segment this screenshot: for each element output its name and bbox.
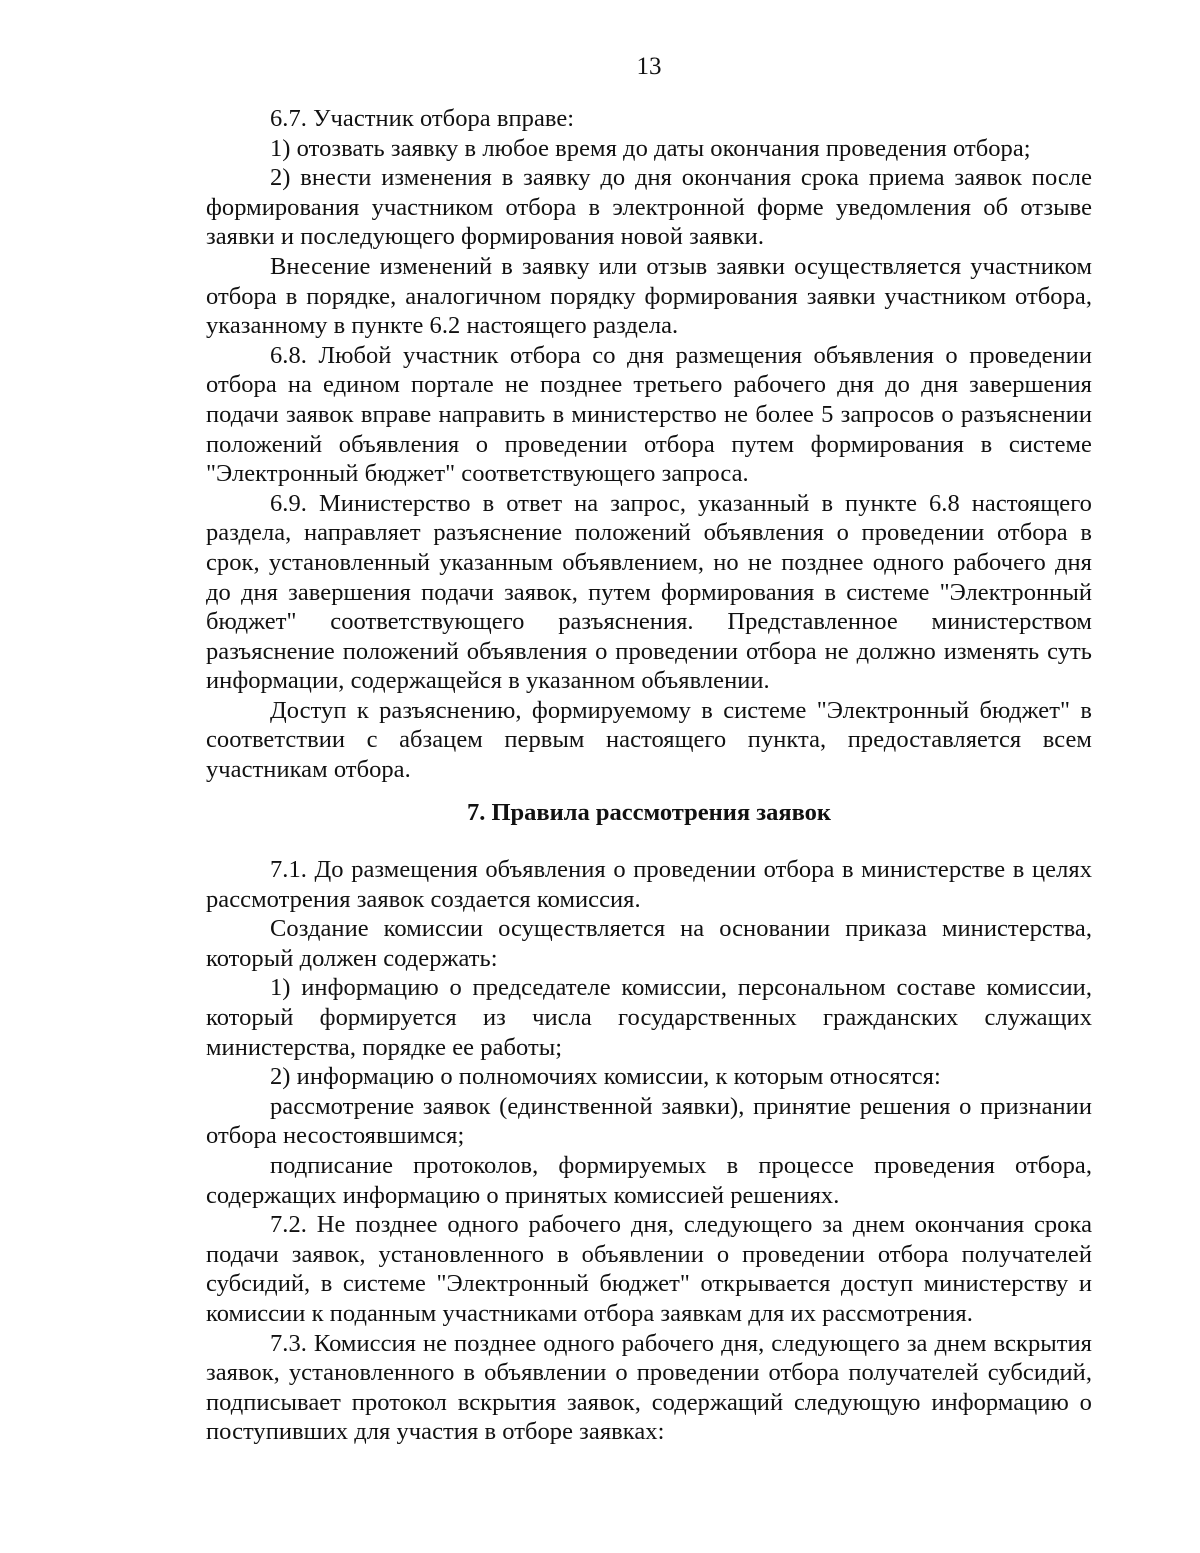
- paragraph-7-3: 7.3. Комиссия не позднее одного рабочего дня, следующего за днем вскрытия заявок, установленного в объявлении о проведении отбора получателей субсидий, подписывает протокол вскрытия заявок, содержащий следующую информацию о поступивших для участия в отборе заявках:: [206, 1329, 1092, 1446]
- paragraph-commission-order: Создание комиссии осуществляется на основании приказа министерства, который должен содержать:: [206, 915, 1092, 972]
- paragraph-access: Доступ к разъяснению, формируемому в системе "Электронный бюджет" в соответствии с абзацем первым настоящего пункта, предоставляется всем участникам отбора.: [206, 696, 1092, 784]
- paragraph-6-7-item-1: 1) отозвать заявку в любое время до даты окончания проведения отбора;: [270, 134, 1031, 162]
- paragraph-powers-sign: подписание протоколов, формируемых в процессе проведения отбора, содержащих информацию о принятых комиссией решениях.: [206, 1151, 1092, 1209]
- paragraph-6-7-item-2: 2) внести изменения в заявку до дня окончания срока приема заявок после формирования участником отбора в электронной форме уведомления об отзыве заявки и последующего формирования новой заявки.: [206, 164, 1092, 251]
- paragraph-powers-review: рассмотрение заявок (единственной заявки), принятие решения о признании отбора несостоявшимся;: [206, 1092, 1092, 1150]
- paragraph-6-9: 6.9. Министерство в ответ на запрос, указанный в пункте 6.8 настоящего раздела, направляет разъяснение положений объявления о проведении отбора в срок, установленный указанным объявлением, но не позднее одного рабочего дня до дня завершения подачи заявок, путем формирования в системе "Электронный бюджет" соответствующего разъяснения. Представленное министерством разъяснение положений объявления о проведении отбора не должно изменять суть информации, содержащейся в указанном объявлении.: [206, 489, 1092, 695]
- paragraph-7-2: 7.2. Не позднее одного рабочего дня, следующего за днем окончания срока подачи заявок, установленного в объявлении о проведении отбора получателей субсидий, в системе "Электронный бюджет" открывается доступ министерству и комиссии к поданным участниками отбора заявкам для их рассмотрения.: [206, 1211, 1092, 1327]
- paragraph-7-1: 7.1. До размещения объявления о проведении отбора в министерстве в целях рассмотрения заявок создается комиссия.: [206, 856, 1092, 913]
- paragraph-7-1-item-1: 1) информацию о председателе комиссии, персональном составе комиссии, который формируется из числа государственных гражданских служащих министерства, порядке ее работы;: [206, 974, 1092, 1061]
- paragraph-7-1-item-2: 2) информацию о полномочиях комиссии, к которым относятся:: [270, 1063, 941, 1091]
- paragraph-6-8: 6.8. Любой участник отбора со дня размещения объявления о проведении отбора на едином портале не позднее третьего рабочего дня до дня завершения подачи заявок вправе направить в министерство не более 5 запросов о разъяснении положений объявления о проведении отбора путем формирования в системе "Электронный бюджет" соответствующего запроса.: [206, 341, 1092, 488]
- section-7-body: [206, 855, 1092, 1447]
- paragraph-changes: Внесение изменений в заявку или отзыв заявки осуществляется участником отбора в порядке, аналогичном порядку формирования заявки участником отбора, указанному в пункте 6.2 настоящего раздела.: [206, 252, 1092, 340]
- page-number: 13: [636, 53, 662, 80]
- document-page: [206, 0, 1092, 1553]
- paragraph-6-7: 6.7. Участник отбора вправе:: [270, 105, 575, 132]
- section-6-continuation: [206, 104, 1092, 785]
- section-7-heading: 7. Правила рассмотрения заявок: [466, 799, 832, 826]
